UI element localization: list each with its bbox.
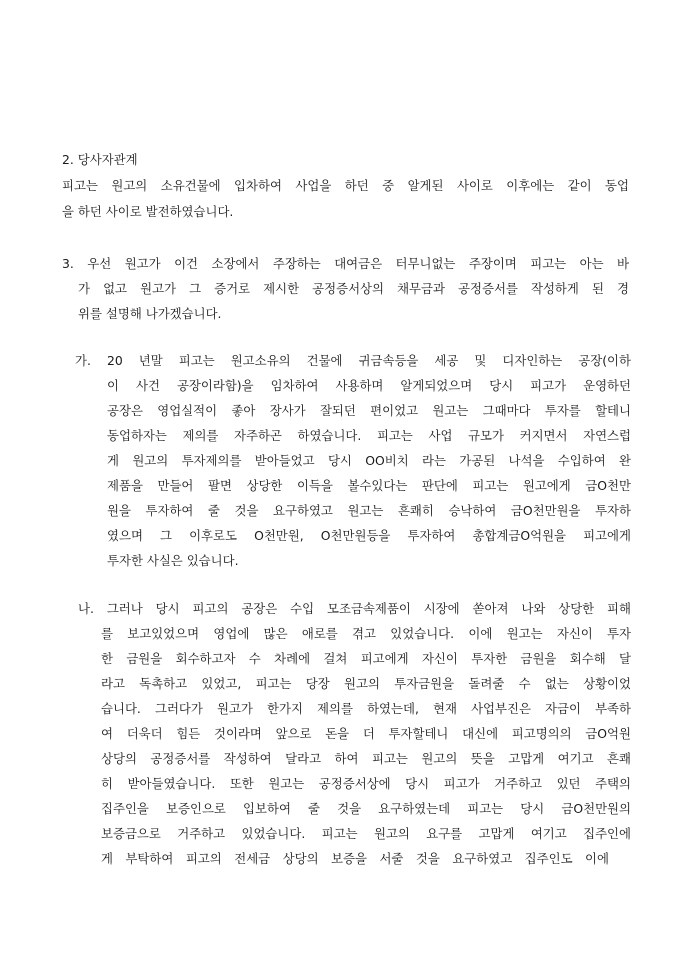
paragraph-line: 라고 독촉하고 있었고, 피고는 당장 원고의 투자금원을 돌려줄 수 없는 상황이었 xyxy=(101,676,631,691)
paragraph-line: 집주인을 보증인으로 입보하여 줄 것을 요구하였는데 피고는 당시 금O천만원의 xyxy=(101,801,631,816)
paragraph-line: 게 원고의 투자제의를 받아들었고 당시 OO비치 라는 가공된 나석을 수입하여 완 xyxy=(107,453,631,468)
paragraph-line: 나. 그러나 당시 피고의 공장은 수입 모조금속제품이 시장에 쏟아져 나와 상당한 피해 xyxy=(78,601,631,616)
paragraph-line: 히 받아들였습니다. 또한 원고는 공정증서상에 당시 피고가 거주하고 있던 주택의 xyxy=(101,776,631,791)
paragraph-line: 제품을 만들어 팔면 상당한 이득을 볼수있다는 판단에 피고는 원고에게 금O천만 xyxy=(107,478,631,493)
paragraph-line: 가 없고 원고가 그 증거로 제시한 공정증서상의 채무금과 공정증서를 작성하게 된 경 xyxy=(78,281,629,296)
paragraph-line: 공장은 영업실적이 좋아 장사가 잘되던 편이었고 원고는 그때마다 투자를 할테니 xyxy=(107,403,631,418)
paragraph-line: 를 보고있었으며 영업에 많은 애로를 겪고 있었습니다. 이에 원고는 자신이 투자 xyxy=(101,626,631,641)
paragraph-line: 이 사건 공장이라함)을 임차하여 사용하며 알게되었으며 당시 피고가 운영하던 xyxy=(107,378,631,393)
section-2-heading: 2. 당사자관계 xyxy=(62,152,138,167)
paragraph-line: 보증금으로 거주하고 있었습니다. 피고는 원고의 요구를 고맙게 여기고 집주인에 xyxy=(101,826,631,841)
paragraph-line: 게 부탁하여 피고의 전세금 상당의 보증을 서줄 것을 요구하였고 집주인도 이에 xyxy=(101,851,609,866)
paragraph-line: 동업하자는 제의를 자주하곤 하였습니다. 피고는 사업 규모가 커지면서 자연스럽 xyxy=(107,428,631,443)
paragraph-line: 위를 설명해 나가겠습니다. xyxy=(78,306,222,321)
paragraph-line: 원을 투자하여 줄 것을 요구하였고 원고는 흔쾌히 승낙하여 금O천만원을 투자하 xyxy=(107,503,631,518)
paragraph-line: 상당의 공정증서를 작성하여 달라고 하여 피고는 원고의 뜻을 고맙게 여기고 흔쾌 xyxy=(101,751,631,766)
paragraph-line: 을 하던 사이로 발전하였습니다. xyxy=(62,204,234,219)
item-marker-ga: 가. xyxy=(75,353,91,368)
paragraph-line: 투자한 사실은 있습니다. xyxy=(107,553,239,568)
paragraph-line: 였으며 그 이후로도 O천만원, O천만원등을 투자하여 총합계금O억원을 피고에게 xyxy=(107,528,631,543)
paragraph-line: 3. 우선 원고가 이건 소장에서 주장하는 대여금은 터무니없는 주장이며 피고는 아는 바 xyxy=(62,256,629,271)
paragraph-line: 20 년말 피고는 원고소유의 건물에 귀금속등을 세공 및 디자인하는 공장(이하 xyxy=(107,353,631,368)
paragraph-line: 습니다. 그러다가 원고가 한가지 제의를 하였는데, 현재 사업부진은 자금이 부족하 xyxy=(101,701,631,716)
paragraph-line: 한 금원을 회수하고자 수 차례에 걸쳐 피고에게 자신이 투자한 금원을 회수해 달 xyxy=(101,651,631,666)
paragraph-line: 피고는 원고의 소유건물에 입차하여 사업을 하던 중 알게된 사이로 이후에는 같이 동업 xyxy=(62,178,629,193)
paragraph-line: 여 더욱더 힘든 것이라며 앞으로 돈을 더 투자할테니 대신에 피고명의의 금O억원 xyxy=(101,726,631,741)
